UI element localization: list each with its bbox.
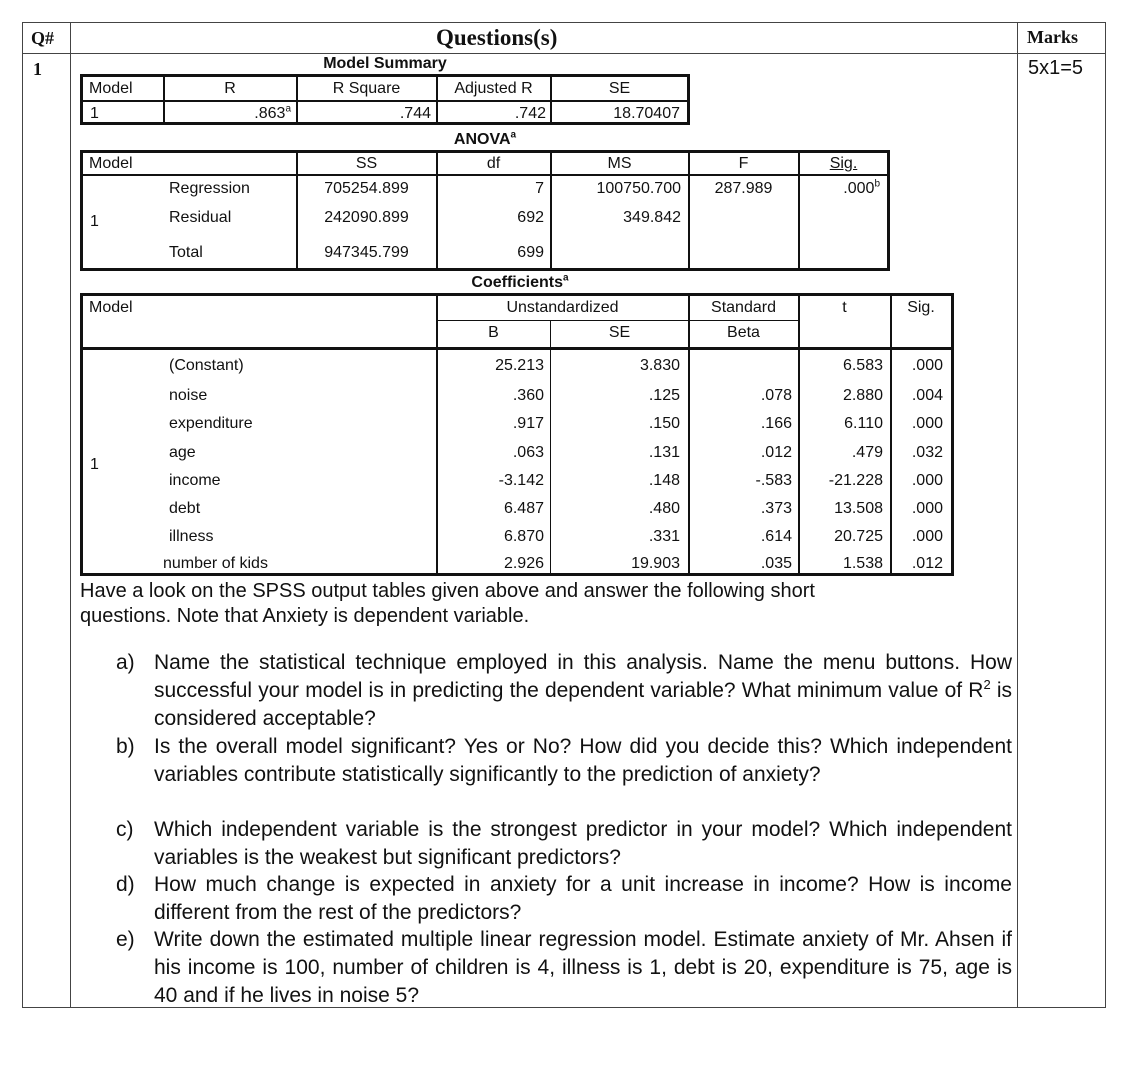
anova-ms-value: 349.842 (623, 209, 681, 226)
anova-ss-value: 947345.799 (324, 244, 409, 261)
table-line (80, 347, 954, 350)
anova-sig-value: .000$^b$ (843, 178, 880, 197)
coef-row-label: number of kids (163, 555, 268, 572)
ms-rsquare-value: .744 (399, 105, 431, 122)
coef-b-value: 25.213 (495, 357, 544, 374)
coef-sig-value: .012 (911, 555, 943, 572)
coef-header-unstandardized: Unstandardized (506, 299, 619, 316)
column-divider (70, 23, 71, 1007)
table-line (436, 320, 798, 321)
coef-beta-value: .012 (760, 444, 792, 461)
anova-header-df: df (486, 155, 501, 172)
coef-beta-value: .373 (760, 500, 792, 517)
anova-header-model: Model (89, 155, 133, 172)
coef-row-label: age (169, 444, 196, 461)
coef-header-model: Model (89, 299, 133, 316)
ms-header-se: SE (608, 80, 631, 97)
coef-t-value: -21.228 (828, 472, 883, 489)
anova-header-f: F (738, 155, 749, 172)
anova-df-value: 699 (517, 244, 544, 261)
anova-header-ss: SS (355, 155, 378, 172)
coef-row-label: noise (169, 387, 208, 404)
question-text: How much change is expected in anxiety for a unit increase in income? How is income different from the rest of the predictors? (154, 873, 1012, 924)
coef-t-value: 1.538 (842, 555, 883, 572)
anova-row-label: Total (169, 244, 203, 261)
instructions-line-1: Have a look on the SPSS output tables given above and answer the following short (80, 580, 815, 602)
question-label: a) (116, 651, 135, 674)
anova-ms-value: 100750.700 (596, 180, 681, 197)
anova-ss-value: 705254.899 (324, 180, 409, 197)
anova-ss-value: 242090.899 (324, 209, 409, 226)
questions-header: Questions(s) (436, 25, 558, 50)
coef-t-value: 13.508 (834, 500, 883, 517)
coef-t-value: 2.880 (842, 387, 883, 404)
question-number: 1 (33, 59, 42, 79)
ms-header-rsquare: R Square (332, 80, 401, 97)
coef-sig-value: .004 (911, 387, 943, 404)
marks-value: 5x1=5 (1028, 57, 1084, 79)
question-text: Name the statistical technique employed in this analysis. Name the menu buttons. How successful your model is in predicting the dependent variable? What minimum value of $R^2$ is considered acceptable? (154, 651, 1013, 730)
question-label: c) (116, 818, 134, 841)
coef-row-label: (Constant) (169, 357, 244, 374)
coef-beta-value: .166 (760, 415, 792, 432)
anova-title: ANOVA$^a$ (453, 129, 517, 148)
coefficients-title: Coefficients$^a$ (471, 272, 569, 291)
coef-row-label: income (169, 472, 221, 489)
question-label: e) (116, 928, 135, 951)
coef-sig-value: .032 (911, 444, 943, 461)
coef-header-sig: Sig. (907, 299, 935, 316)
coef-b-value: 6.870 (503, 528, 544, 545)
coef-sig-value: .000 (911, 357, 943, 374)
question-text: Write down the estimated multiple linear regression model. Estimate anxiety of Mr. Ahsen if his income is 100, number of children is 4, illness is 1, debt is 20, expenditure is 75, age is 40 and if he lives in noise 5? (154, 928, 1012, 1007)
question-text: Is the overall model significant? Yes or No? How did you decide this? Which independent variables contribute statistically significantly to the prediction of anxiety? (154, 735, 1012, 786)
coef-b-value: 2.926 (503, 555, 544, 572)
ms-se-value: 18.70407 (613, 105, 680, 122)
coef-se-value: 3.830 (639, 357, 680, 374)
coef-se-value: 19.903 (631, 555, 680, 572)
coef-b-value: 6.487 (503, 500, 544, 517)
marks-header: Marks (1027, 27, 1078, 47)
coef-se-value: .131 (648, 444, 680, 461)
coef-se-value: .148 (648, 472, 680, 489)
coef-header-beta: Beta (727, 324, 760, 341)
anova-header-sig: Sig. (829, 155, 858, 172)
instructions-line-2: questions. Note that Anxiety is dependent variable. (80, 605, 530, 627)
coef-t-value: 20.725 (834, 528, 883, 545)
coef-b-value: .063 (512, 444, 544, 461)
coef-b-value: -3.142 (498, 472, 544, 489)
table-line (80, 174, 890, 176)
coef-header-se: SE (608, 324, 631, 341)
anova-df-value: 692 (517, 209, 544, 226)
coef-se-value: .125 (648, 387, 680, 404)
column-divider (1017, 23, 1018, 1007)
qnum-header: Q# (31, 28, 55, 48)
ms-header-model: Model (89, 80, 133, 97)
ms-header-r: R (224, 80, 236, 97)
table-line (550, 320, 551, 576)
coef-b-value: .917 (512, 415, 544, 432)
question-label: b) (116, 735, 135, 758)
coef-model-value: 1 (90, 456, 99, 473)
model-summary-title: Model Summary (323, 55, 447, 72)
ms-header-adjr: Adjusted R (454, 80, 533, 97)
coef-sig-value: .000 (911, 472, 943, 489)
table-line (80, 100, 690, 102)
coef-beta-value: .078 (760, 387, 792, 404)
anova-model-value: 1 (90, 213, 99, 230)
question-label: d) (116, 873, 135, 896)
anova-df-value: 7 (535, 180, 544, 197)
coef-se-value: .480 (648, 500, 680, 517)
coef-t-value: 6.583 (842, 357, 883, 374)
coef-sig-value: .000 (911, 528, 943, 545)
coef-beta-value: .035 (760, 555, 792, 572)
coef-header-standard: Standard (711, 299, 776, 316)
ms-model-value: 1 (90, 105, 99, 122)
coef-sig-value: .000 (911, 500, 943, 517)
coef-header-t: t (842, 299, 847, 316)
coef-row-label: expenditure (169, 415, 253, 432)
coef-beta-value: -.583 (755, 472, 792, 489)
coef-sig-value: .000 (911, 415, 943, 432)
anova-row-label: Residual (169, 209, 232, 226)
ms-r-value: .863$^a$ (254, 103, 291, 122)
coef-header-b: B (488, 324, 499, 341)
question-text: Which independent variable is the strongest predictor in your model? Which independent variables is the weakest but significant predictors? (154, 818, 1012, 869)
coef-beta-value: .614 (760, 528, 792, 545)
coef-row-label: debt (169, 500, 201, 517)
coef-se-value: .150 (648, 415, 680, 432)
coef-row-label: illness (169, 528, 214, 545)
coef-t-value: 6.110 (844, 415, 883, 432)
anova-header-ms: MS (607, 155, 632, 172)
coef-se-value: .331 (648, 528, 680, 545)
ms-adjr-value: .742 (514, 105, 546, 122)
coef-t-value: .479 (851, 444, 883, 461)
anova-f-value: 287.989 (714, 180, 773, 197)
anova-row-label: Regression (169, 180, 250, 197)
header-divider (23, 53, 1105, 54)
coef-b-value: .360 (512, 387, 544, 404)
